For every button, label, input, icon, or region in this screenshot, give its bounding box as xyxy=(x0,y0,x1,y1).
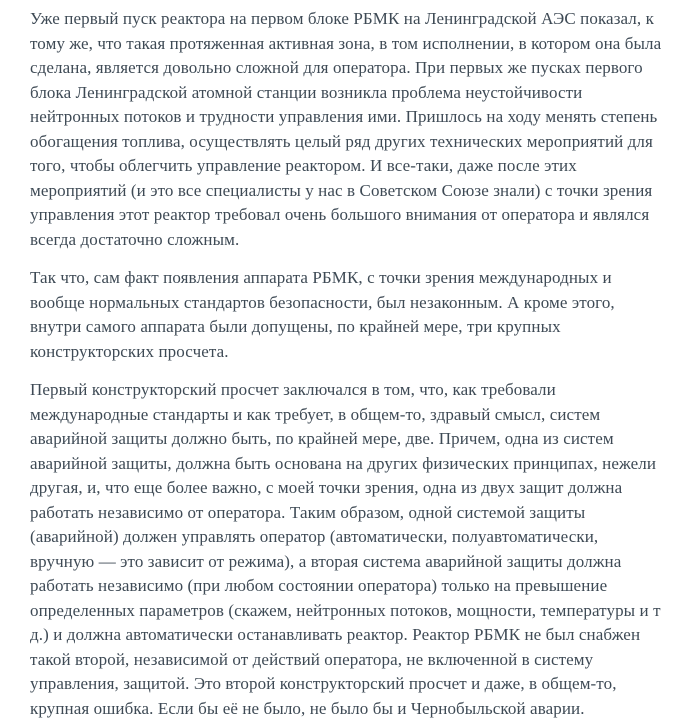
text-line: всегда достаточно сложным. xyxy=(30,229,240,249)
text-line: блока Ленинградской атомной станции возникла проблема неустойчивости xyxy=(30,82,583,102)
text-line: тому же, что такая протяженная активная зона, в том исполнении, в котором она была xyxy=(30,33,662,53)
text-line: д.) и должна автоматически останавливать реактор. Реактор РБМК не был снабжен xyxy=(30,625,641,644)
text-line: Уже первый пуск реактора на первом блоке РБМК на Ленинградской АЭС показал, к xyxy=(30,9,654,28)
text-line: управления, защитой. Это второй конструкторский просчет и даже, в общем-то, xyxy=(30,674,617,693)
text-line: другая, и, что еще более важно, с моей точки зрения, одна из двух защит должна xyxy=(30,478,623,497)
paragraph-design-flaws xyxy=(30,378,678,721)
text-line: крупная ошибка. Если бы её не было, не было бы и Чернобыльской аварии. xyxy=(30,698,585,718)
text-line: обогащения топлива, осуществлять целый ряд других технических мероприятий для xyxy=(30,131,653,151)
text-line: управления этот реактор требовал очень большого внимания от оператора и являлся xyxy=(30,205,650,224)
text-line: Первый конструкторский просчет заключался в том, что, как требовали xyxy=(30,380,556,399)
text-line: мероприятий (и это все специалисты у нас в Советском Союзе знали) с точки зрения xyxy=(30,180,653,200)
text-line: того, чтобы облегчить управление реактором. И все-таки, даже после этих xyxy=(30,156,577,175)
text-line: аварийной защиты, должна быть основана на других физических принципах, нежели xyxy=(30,453,657,473)
paragraph-rbmk-illegal xyxy=(30,266,678,364)
text-line: международные стандарты и как требует, в общем-то, здравый смысл, систем xyxy=(30,404,601,424)
paragraph-reactor-startup xyxy=(30,7,678,252)
text-line: работать независимо от оператора. Таким образом, одной системой защиты xyxy=(30,502,586,522)
text-line: работать независимо (при любом состоянии оператора) только на превышение xyxy=(30,576,608,595)
text-line: Так что, сам факт появления аппарата РБМК, с точки зрения международных и xyxy=(30,268,612,287)
text-line: аварийной защиты должно быть, по крайней мере, две. Причем, одна из систем xyxy=(30,429,614,448)
text-line: конструкторских просчета. xyxy=(30,341,229,361)
text-line: нейтронных потоков и трудности управления ими. Пришлось на ходу менять степень xyxy=(30,107,658,126)
text-line: сделана, является довольно сложной для оператора. При первых же пусках первого xyxy=(30,58,643,77)
text-line: (аварийной) должен управлять оператор (автоматически, полуавтоматически, xyxy=(30,527,599,546)
text-line: внутри самого аппарата были допущены, по крайней мере, три крупных xyxy=(30,317,561,336)
text-line: определенных параметров (скажем, нейтронных потоков, мощности, температуры и т xyxy=(30,600,661,620)
text-line: такой второй, независимой от действий оператора, не включенной в систему xyxy=(30,649,594,669)
text-line: вручную — это зависит от режима), а вторая система аварийной защиты должна xyxy=(30,551,622,571)
text-line: вообще нормальных стандартов безопасности, был незаконным. А кроме этого, xyxy=(30,292,615,312)
